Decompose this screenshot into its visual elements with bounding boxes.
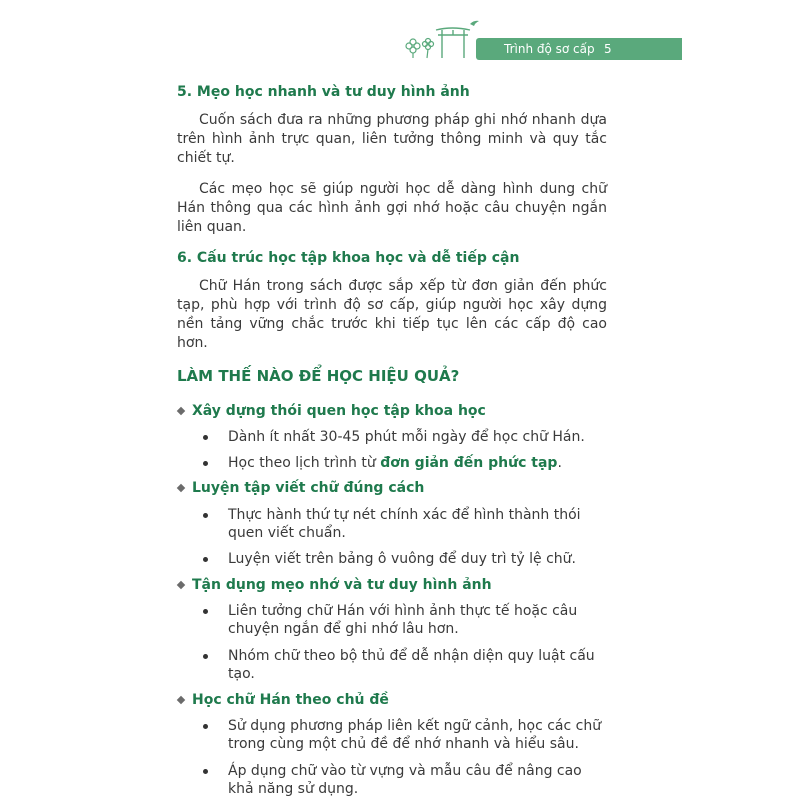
list-item: Luyện viết trên bảng ô vuông để duy trì tỷ lệ chữ.: [177, 550, 607, 568]
diamond-bullet-icon: [177, 407, 186, 416]
group-2-title-text: Luyện tập viết chữ đúng cách: [192, 480, 425, 496]
group-3-list: [177, 602, 607, 683]
group-1-list: [177, 428, 607, 472]
section-5-paragraph-2: Các mẹo học sẽ giúp người học dễ dàng hình dung chữ Hán thông qua các hình ảnh gợi nhớ hoặc câu chuyện ngắn liên quan.: [177, 181, 607, 235]
list-item: Sử dụng phương pháp liên kết ngữ cảnh, học các chữ trong cùng một chủ đề để nhớ nhanh và hiểu sâu.: [177, 717, 607, 753]
group-4-list: [177, 717, 607, 798]
section-6-paragraph-1: Chữ Hán trong sách được sắp xếp từ đơn giản đến phức tạp, phù hợp với trình độ sơ cấp, giúp người học xây dựng nền tảng vững chắc trước khi tiếp tục lên các cấp độ cao hơn.: [177, 278, 607, 351]
list-item-suffix: .: [557, 455, 562, 471]
section-5-paragraph-1: Cuốn sách đưa ra những phương pháp ghi nhớ nhanh dựa trên hình ảnh trực quan, liên tưởng thông minh và quy tắc chiết tự.: [177, 112, 607, 166]
diamond-bullet-icon: [177, 696, 186, 705]
group-3-title-text: Tận dụng mẹo nhớ và tư duy hình ảnh: [192, 577, 492, 593]
section-6-heading: 6. Cấu trúc học tập khoa học và dễ tiếp cận: [177, 250, 520, 266]
diamond-bullet-icon: [177, 484, 186, 493]
page-content: [177, 80, 607, 798]
list-item: Áp dụng chữ vào từ vựng và mẫu câu để nâng cao khả năng sử dụng.: [177, 762, 607, 798]
list-item-emphasis: đơn giản đến phức tạp: [380, 455, 558, 471]
bird-icon: [470, 21, 479, 26]
group-1-title-text: Xây dựng thói quen học tập khoa học: [192, 403, 486, 419]
list-item: Thực hành thứ tự nét chính xác để hình thành thói quen viết chuẩn.: [177, 506, 607, 542]
level-label: Trình độ sơ cấp: [504, 42, 595, 56]
group-2-title: [177, 478, 607, 498]
group-2-list: [177, 506, 607, 568]
group-1-title: [177, 401, 607, 421]
page-number: 5: [604, 42, 612, 56]
list-item-prefix: Học theo lịch trình từ: [228, 455, 381, 471]
list-item: Dành ít nhất 30-45 phút mỗi ngày để học chữ Hán.: [177, 428, 607, 446]
section-5-heading: 5. Mẹo học nhanh và tư duy hình ảnh: [177, 84, 470, 100]
main-heading: LÀM THẾ NÀO ĐỂ HỌC HIỆU QUẢ?: [177, 367, 460, 385]
group-4-title: [177, 690, 607, 710]
page-header-bar: [476, 38, 682, 60]
diamond-bullet-icon: [177, 581, 186, 590]
page-header: [0, 0, 800, 80]
list-item: [177, 454, 607, 472]
list-item: Liên tưởng chữ Hán với hình ảnh thực tế hoặc câu chuyện ngắn để ghi nhớ lâu hơn.: [177, 602, 607, 638]
flower-icon: [406, 39, 434, 59]
group-4-title-text: Học chữ Hán theo chủ đề: [192, 692, 389, 708]
group-3-title: [177, 575, 607, 595]
torii-gate-icon: [400, 18, 480, 60]
list-item: Nhóm chữ theo bộ thủ để dễ nhận diện quy luật cấu tạo.: [177, 647, 607, 683]
